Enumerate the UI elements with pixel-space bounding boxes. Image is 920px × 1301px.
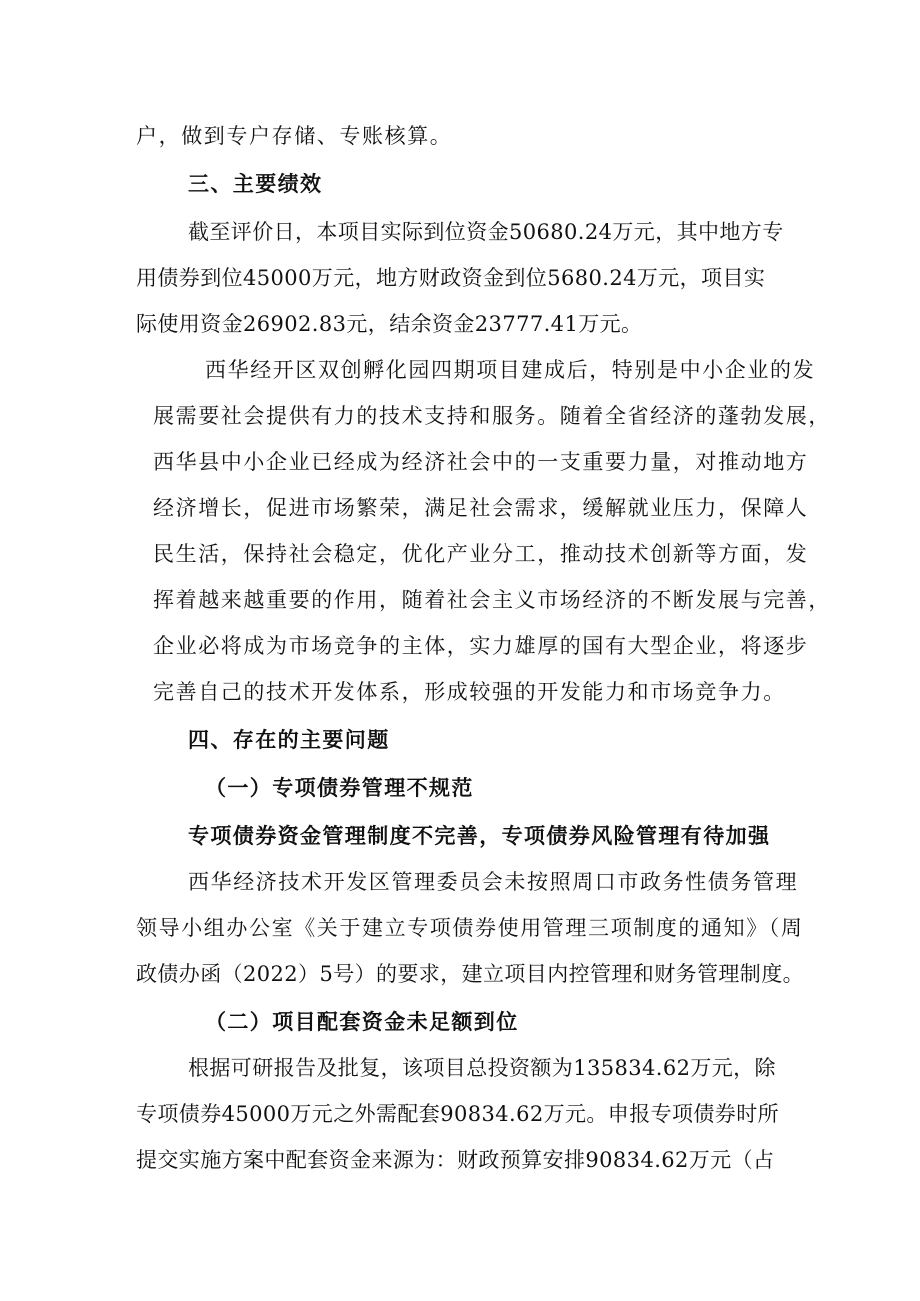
paragraph-line: 际使用资金26902.83元，结余资金23777.41万元。: [136, 312, 643, 336]
paragraph-line: 西华县中小企业已经成为经济社会中的一支重要力量，对推动地方: [153, 450, 809, 474]
paragraph-line: 提交实施方案中配套资金来源为：财政预算安排90834.62万元（占: [136, 1148, 775, 1172]
paragraph-line: 专项债券45000万元之外需配套90834.62万元。申报专项债券时所: [136, 1102, 780, 1126]
paragraph-line: 西华经开区双创孵化园四期项目建成后，特别是中小企业的发: [205, 358, 816, 382]
paragraph-line: 挥着越来越重要的作用，随着社会主义市场经济的不断发展与完善，: [153, 588, 831, 612]
subsection-heading-1: （一）专项债券管理不规范: [205, 776, 474, 800]
paragraph-line: 户，做到专户存储、专账核算。: [136, 124, 453, 148]
paragraph-line: 展需要社会提供有力的技术支持和服务。随着全省经济的蓬勃发展，: [153, 404, 831, 428]
paragraph-line: 领导小组办公室《关于建立专项债券使用管理三项制度的通知》（周: [136, 916, 804, 940]
section-heading-main-performance: 三、主要绩效: [188, 172, 323, 196]
paragraph-line: 政债办函（2022）5号）的要求，建立项目内控管理和财务管理制度。: [136, 962, 805, 986]
paragraph-line: 根据可研报告及批复，该项目总投资额为135834.62万元，除: [188, 1056, 776, 1080]
section-heading-main-problems: 四、存在的主要问题: [188, 728, 390, 752]
paragraph-line: 用债券到位45000万元，地方财政资金到位5680.24万元，项目实: [136, 266, 766, 290]
paragraph-line: 西华经济技术开发区管理委员会未按照周口市政务性债务管理: [188, 870, 799, 894]
paragraph-line: 经济增长，促进市场繁荣，满足社会需求，缓解就业压力，保障人: [153, 496, 809, 520]
paragraph-line: 民生活，保持社会稳定，优化产业分工，推动技术创新等方面，发: [153, 542, 809, 566]
issue-heading: 专项债券资金管理制度不完善，专项债券风险管理有待加强: [188, 824, 771, 848]
subsection-heading-2: （二）项目配套资金未足额到位: [205, 1010, 519, 1034]
paragraph-line: 截至评价日，本项目实际到位资金50680.24万元，其中地方专: [188, 220, 784, 244]
paragraph-line: 完善自己的技术开发体系，形成较强的开发能力和市场竞争力。: [153, 680, 786, 704]
paragraph-line: 企业必将成为市场竞争的主体，实力雄厚的国有大型企业，将逐步: [153, 634, 809, 658]
